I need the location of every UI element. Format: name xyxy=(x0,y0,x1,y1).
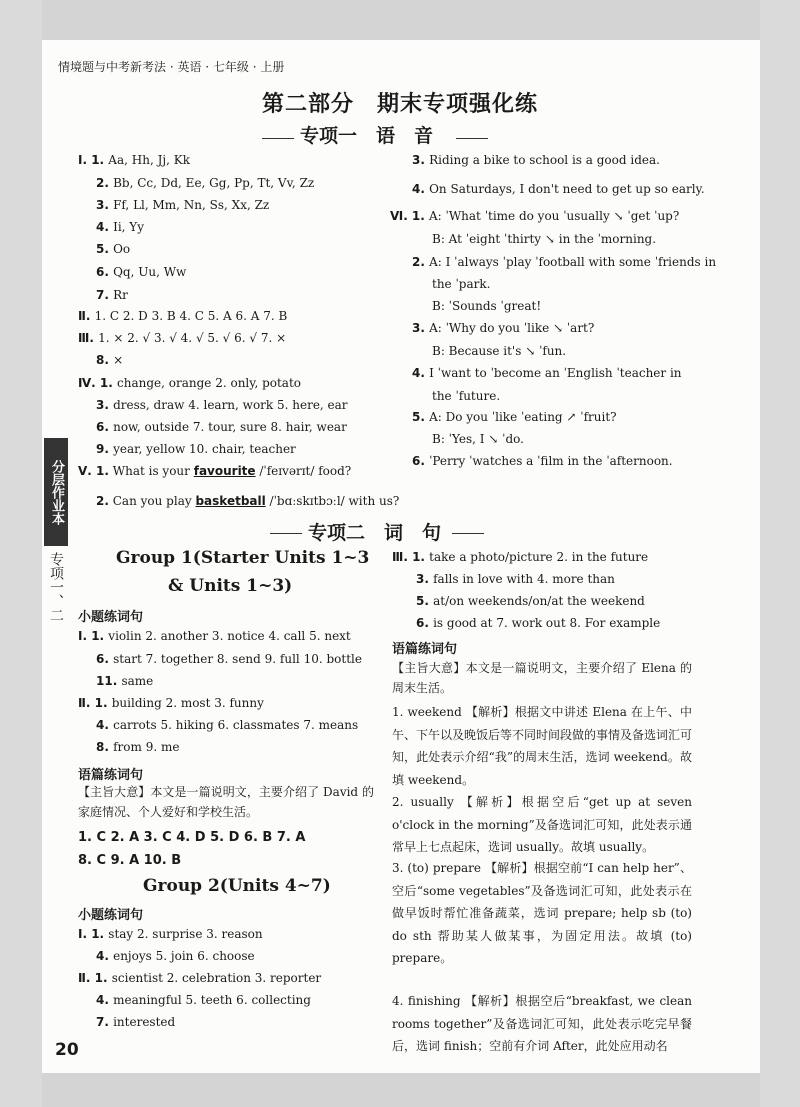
answer-number: 6. xyxy=(412,454,430,468)
title-rule-right xyxy=(456,138,488,139)
answer-text: A: ˈWhat ˈtime do you ˈusually ↘ ˈget ˈup? xyxy=(429,209,680,223)
answer-text: On Saturdays, I don't need to get up so early. xyxy=(429,182,705,196)
answer-number: Ⅵ. 1. xyxy=(390,209,430,223)
title-rule-left xyxy=(262,138,294,139)
answer-number: Ⅳ. 1. xyxy=(78,376,118,390)
answer-line xyxy=(412,181,705,197)
answer-text: year, yellow 10. chair, teacher xyxy=(113,442,296,456)
answer-text: ˈPerry ˈwatches a ˈfilm in the ˈafternoon. xyxy=(429,454,673,468)
page-number: 20 xyxy=(55,1040,79,1060)
group1-title-a: Group 1(Starter Units 1~3 xyxy=(116,548,370,568)
answer-text: A: Do you ˈlike ˈeating ↗ ˈfruit? xyxy=(429,410,617,424)
answer-line xyxy=(96,1014,175,1030)
answer-text: Qq, Uu, Ww xyxy=(113,265,187,279)
answer-number: 5. xyxy=(96,242,114,256)
part-title: 第二部分 期末专项强化练 xyxy=(261,92,538,117)
answer-number: 8. xyxy=(96,353,114,367)
explanation-2: 2. usually 【解析】根据空后“get up at seven o'clock in the morning”及备选词汇可知，此处表示通常早上七点起床，选词 usually。故填 usually。 xyxy=(392,795,692,855)
answer-line xyxy=(416,593,645,609)
answer-line xyxy=(78,695,264,711)
side-label: 专项一、二 xyxy=(48,552,64,622)
answer-line xyxy=(78,970,321,986)
answer-text: now, outside 7. tour, sure 8. hair, wear xyxy=(113,420,347,434)
answer-line xyxy=(412,409,617,425)
answer-number: 4. xyxy=(412,182,430,196)
answer-number: Ⅲ. 1. xyxy=(392,550,430,564)
subheading-yupian-right: 语篇练词句 xyxy=(392,642,458,657)
answer-line xyxy=(96,948,255,964)
answer-text: same xyxy=(121,674,154,688)
scan-edge-top xyxy=(0,0,800,40)
answer-text: building 2. most 3. funny xyxy=(111,696,264,710)
answer-v2 xyxy=(96,493,399,509)
scan-edge-bottom xyxy=(0,1073,800,1107)
answer-text: I ˈwant to ˈbecome an ˈEnglish ˈteacher in xyxy=(429,366,682,380)
answer-line xyxy=(78,926,263,942)
answer-line xyxy=(96,441,296,457)
answer-text: 1. C 2. D 3. B 4. C 5. A 6. A 7. B xyxy=(94,309,288,323)
answer-line xyxy=(78,375,301,391)
explanation-4: 4. finishing 【解析】根据空后“breakfast, we clean rooms together”及备选词汇可知，此处表示吃完早餐后，选词 finish；空前有介词 After，此处应用动名 xyxy=(392,994,692,1054)
answer-word: favourite xyxy=(193,464,256,478)
answer-line xyxy=(412,152,660,168)
answer-line xyxy=(96,651,362,667)
answer-line xyxy=(96,397,348,413)
answer-line xyxy=(432,231,656,247)
answer-line xyxy=(96,287,128,303)
answer-number: 11. xyxy=(96,674,122,688)
answer-number: 7. xyxy=(96,1015,114,1029)
answer-number: Ⅰ. 1. xyxy=(78,927,109,941)
answer-text: B: Because it's ↘ ˈfun. xyxy=(432,344,567,358)
scan-edge-left xyxy=(0,0,42,1107)
answer-text: change, orange 2. only, potato xyxy=(117,376,301,390)
answer-text: scientist 2. celebration 3. reporter xyxy=(111,971,322,985)
subheading-yupian: 语篇练词句 xyxy=(78,768,144,783)
title-rule-right-2 xyxy=(452,533,484,534)
explanation-1: 1. weekend 【解析】根据文中讲述 Elena 在上午、中午、下午以及晚饭后等不同时间段做的事情及备选词汇可知，此处表示介绍“我”的周末生活，选词 weekend。故填 weekend。 xyxy=(392,705,693,787)
subheading-xiaoti: 小题练词句 xyxy=(78,610,144,625)
answer-line xyxy=(412,254,716,270)
running-header: 情境题与中考新考法 · 英语 · 七年级 · 上册 xyxy=(58,60,285,74)
answer-text: from 9. me xyxy=(113,740,180,754)
answer-text: × xyxy=(113,353,124,367)
group1-answers-1: 1. C 2. A 3. C 4. D 5. D 6. B 7. A xyxy=(78,830,306,845)
group1-title-b: & Units 1~3) xyxy=(168,576,293,596)
answer-line xyxy=(96,673,153,689)
answer-text: meaningful 5. teeth 6. collecting xyxy=(113,993,311,1007)
answer-number: 8. xyxy=(96,740,114,754)
answer-line xyxy=(96,219,144,235)
answer-text: Rr xyxy=(113,288,128,302)
answer-line xyxy=(96,419,347,435)
answer-number: 4. xyxy=(96,993,114,1007)
answer-line xyxy=(96,717,358,733)
answer-line xyxy=(78,628,351,644)
answer-text: is good at 7. work out 8. For example xyxy=(433,616,661,630)
answer-text: stay 2. surprise 3. reason xyxy=(108,927,263,941)
right-main-idea: 【主旨大意】本文是一篇说明文，主要介绍了 Elena 的周末生活。 xyxy=(392,661,692,695)
answer-line xyxy=(432,298,541,314)
answer-number: 5. xyxy=(416,594,434,608)
answer-text: dress, draw 4. learn, work 5. here, ear xyxy=(113,398,348,412)
answer-text: at/on weekends/on/at the weekend xyxy=(433,594,645,608)
answer-text: falls in love with 4. more than xyxy=(433,572,615,586)
answer-line xyxy=(412,365,682,381)
answer-number: 7. xyxy=(96,288,114,302)
answer-line xyxy=(412,320,594,336)
answer-text: Ii, Yy xyxy=(113,220,145,234)
answer-line xyxy=(392,549,648,565)
answer-line xyxy=(78,152,190,168)
answer-line xyxy=(96,264,186,280)
answer-number: 3. xyxy=(412,321,430,335)
answer-number: 9. xyxy=(96,442,114,456)
side-tab: 分层作业本 xyxy=(44,438,68,546)
answer-text: Ff, Ll, Mm, Nn, Ss, Xx, Zz xyxy=(113,198,270,212)
answer-text: violin 2. another 3. notice 4. call 5. next xyxy=(108,629,351,643)
answer-number: 6. xyxy=(96,420,114,434)
answer-line xyxy=(432,276,490,292)
section2-title: 专项二 词 句 xyxy=(308,522,442,544)
answer-text: the ˈfuture. xyxy=(432,389,501,403)
answer-number: Ⅰ. 1. xyxy=(78,629,109,643)
answer-number: Ⅲ. xyxy=(78,331,99,345)
answer-number: Ⅴ. 1. xyxy=(78,464,109,478)
answer-number: Ⅱ. 1. xyxy=(78,696,112,710)
answer-line xyxy=(96,739,179,755)
answer-number: 4. xyxy=(96,949,114,963)
answer-text: the ˈpark. xyxy=(432,277,491,291)
answer-text: Bb, Cc, Dd, Ee, Gg, Pp, Tt, Vv, Zz xyxy=(113,176,315,190)
answer-v1 xyxy=(78,463,351,479)
answer-number: 2. xyxy=(96,494,109,508)
answer-number: 3. xyxy=(96,198,114,212)
answer-text: B: ˈYes, I ↘ ˈdo. xyxy=(432,432,524,446)
title-rule-left-2 xyxy=(270,533,302,534)
subheading-xiaoti-2: 小题练词句 xyxy=(78,908,144,923)
answer-number: 3. xyxy=(96,398,114,412)
answer-text: enjoys 5. join 6. choose xyxy=(113,949,255,963)
answer-number: Ⅱ. xyxy=(78,309,95,323)
answer-line xyxy=(412,453,673,469)
answer-text: B: ˈSounds ˈgreat! xyxy=(432,299,542,313)
answer-number: 6. xyxy=(96,652,114,666)
answer-text: B: At ˈeight ˈthirty ↘ in the ˈmorning. xyxy=(432,232,657,246)
answer-text: start 7. together 8. send 9. full 10. bottle xyxy=(113,652,362,666)
answer-text: take a photo/picture 2. in the future xyxy=(429,550,649,564)
answer-word: basketball xyxy=(195,494,266,508)
group1-answers-2: 8. C 9. A 10. B xyxy=(78,853,182,868)
answer-line xyxy=(96,352,123,368)
section1-title: 专项一 语 音 xyxy=(300,125,434,147)
answer-text: Can you play xyxy=(112,494,196,508)
answer-number: 3. xyxy=(412,153,430,167)
answer-line xyxy=(416,571,615,587)
scan-edge-right xyxy=(760,0,800,1107)
answer-number: 6. xyxy=(416,616,434,630)
answer-line xyxy=(432,388,500,404)
explanation-3: 3. (to) prepare 【解析】根据空前“I can help her”、空后“some vegetables”及备选词汇可知，此处表示在做早饭时帮忙准备蔬菜，选词 prepare; help sb (to) do sth 帮助某人做某事，为固定用法。故填 (to) prepare。 xyxy=(392,861,692,966)
answer-text: A: I ˈalways ˈplay ˈfootball with some ˈfriends in xyxy=(429,255,717,269)
answer-number: 2. xyxy=(412,255,430,269)
answer-number: 2. xyxy=(96,176,114,190)
answer-ipa: /ˈfeɪvərɪt/ food? xyxy=(255,464,352,478)
answer-text: carrots 5. hiking 6. classmates 7. means xyxy=(113,718,359,732)
answer-text: A: ˈWhy do you ˈlike ↘ ˈart? xyxy=(429,321,595,335)
answer-line xyxy=(96,175,314,191)
answer-text: 1. × 2. √ 3. √ 4. √ 5. √ 6. √ 7. × xyxy=(98,331,287,345)
answer-number: Ⅰ. 1. xyxy=(78,153,109,167)
answer-text: Aa, Hh, Jj, Kk xyxy=(108,153,190,167)
answer-number: 5. xyxy=(412,410,430,424)
answer-number: 6. xyxy=(96,265,114,279)
answer-line xyxy=(78,308,287,324)
answer-line xyxy=(432,431,524,447)
answer-number: 4. xyxy=(96,718,114,732)
answer-number: 4. xyxy=(96,220,114,234)
answer-line xyxy=(96,241,130,257)
answer-line xyxy=(96,992,311,1008)
answer-text: interested xyxy=(113,1015,176,1029)
answer-line xyxy=(432,343,566,359)
answer-ipa: /ˈbɑːskɪtbɔːl/ with us? xyxy=(265,494,400,508)
answer-number: 4. xyxy=(412,366,430,380)
group1-main-idea: 【主旨大意】本文是一篇说明文，主要介绍了 David 的家庭情况、个人爱好和学校生活。 xyxy=(78,785,374,819)
answer-number: 3. xyxy=(416,572,434,586)
answer-text: What is your xyxy=(112,464,194,478)
answer-number: Ⅱ. 1. xyxy=(78,971,112,985)
answer-line xyxy=(78,330,286,346)
group2-title: Group 2(Units 4~7) xyxy=(143,876,331,896)
answer-text: Oo xyxy=(113,242,131,256)
answer-line xyxy=(390,208,679,224)
answer-line xyxy=(96,197,269,213)
answer-text: Riding a bike to school is a good idea. xyxy=(429,153,660,167)
answer-line xyxy=(416,615,660,631)
